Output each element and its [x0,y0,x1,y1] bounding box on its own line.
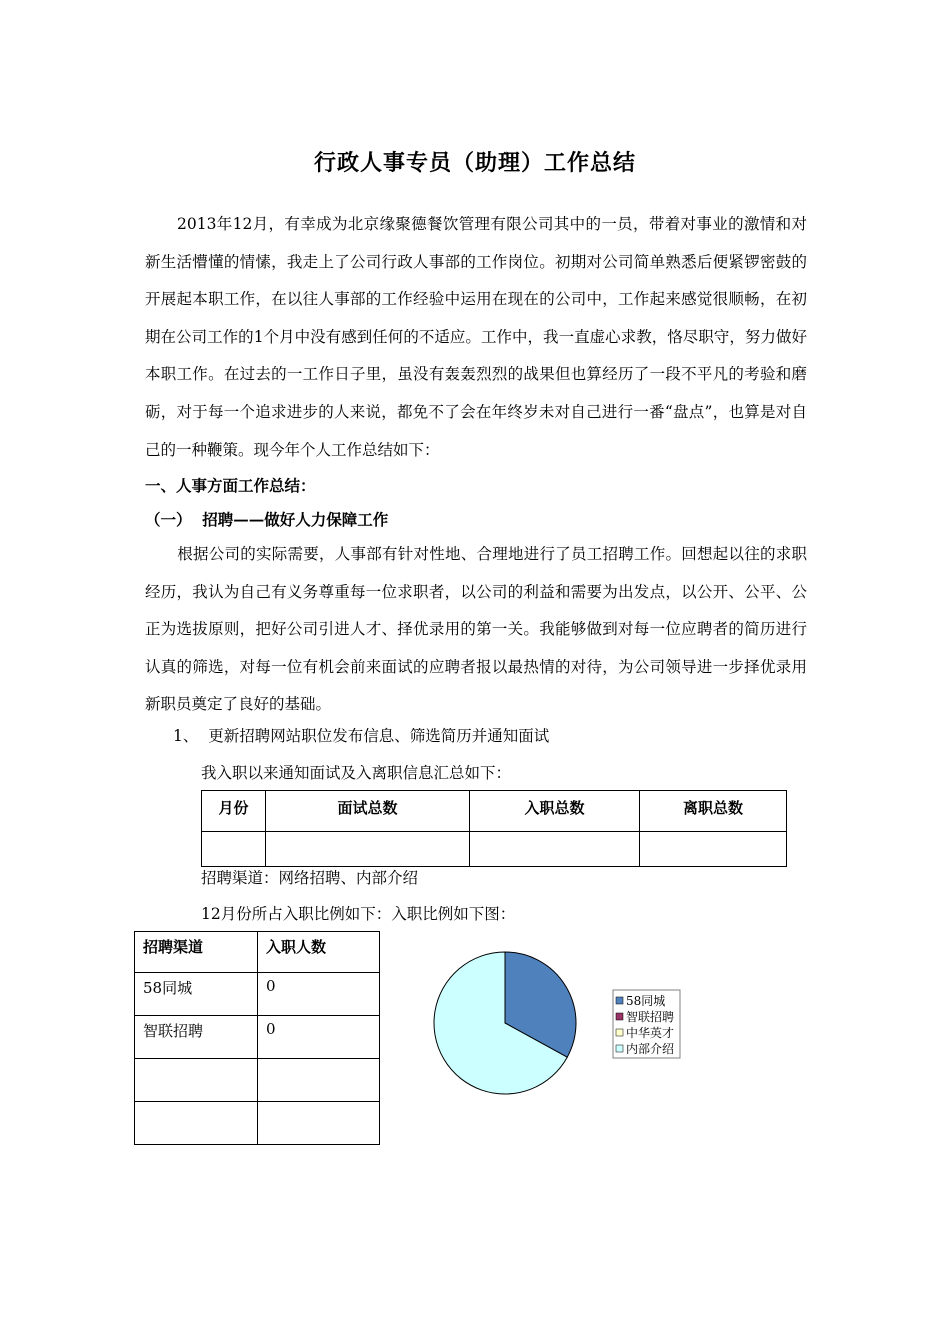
table-cell [135,1059,258,1102]
section-heading: 一、人事方面工作总结： [145,476,316,495]
legend-swatch [616,1045,623,1052]
table-cell: 0 [258,1016,380,1059]
table-cell [202,832,266,867]
intro-paragraph [145,206,807,469]
table-cell: 58同城 [135,973,258,1016]
table-header: 月份 [202,791,266,832]
table-header: 入职人数 [258,932,380,973]
table-cell [470,832,640,867]
legend-label: 内部介绍 [626,1042,675,1056]
table-header-row [135,932,380,973]
table-cell: 0 [258,973,380,1016]
pie-chart [420,940,700,1110]
channel-table [134,931,380,1145]
table-header: 面试总数 [266,791,470,832]
legend-swatch [616,1013,623,1020]
ratio-line: 12月份所占入职比例如下：入职比例如下图： [201,905,516,923]
intro-text: 2013年12月，有幸成为北京缘聚德餐饮管理有限公司其中的一员，带着对事业的激情和对新生活懵懂的情愫，我走上了公司行政人事部的工作岗位。初期对公司简单熟悉后便紧锣密鼓的开展起本职工作，在以往人事部的工作经验中运用在现在的公司中，工作起来感觉很顺畅，在初期在公司工作的1个月中没有感到任何的不适应。工作中，我一直虚心求教，恪尽职守，努力做好本职工作。在过去的一工作日子里，虽没有轰轰烈烈的战果但也算经历了一段不平凡的考验和磨砺，对于每一个追求进步的人来说，都免不了会在年终岁未对自己进行一番“盘点”，也算是对自己的一种鞭策。现今年个人工作总结如下： [145,215,807,459]
recruit-text: 根据公司的实际需要，人事部有针对性地、合理地进行了员工招聘工作。回想起以往的求职经历，我认为自己有义务尊重每一位求职者，以公司的利益和需要为出发点，以公开、公平、公正为选拔原则，把好公司引进人才、择优录用的第一关。我能够做到对每一位应聘者的简历进行认真的筛选，对每一位有机会前来面试的应聘者报以最热情的对待，为公司领导进一步择优录用新职员奠定了良好的基础。 [145,545,807,714]
table-cell: 智联招聘 [135,1016,258,1059]
table-cell [135,1102,258,1145]
table-row [135,973,380,1016]
table-header-row [202,791,787,832]
list-item: 1、 更新招聘网站职位发布信息、筛选简历并通知面试 [173,727,550,745]
summary-table [201,790,787,867]
subsection-heading: （一） 招聘——做好人力保障工作 [145,510,389,529]
table-row [135,1016,380,1059]
table-cell [258,1059,380,1102]
table-row [202,832,787,867]
table-cell [266,832,470,867]
table-cell [258,1102,380,1145]
legend-swatch [616,1029,623,1036]
legend-label: 中华英才 [626,1026,675,1040]
table-row [135,1102,380,1145]
table-header: 入职总数 [470,791,640,832]
table-header: 离职总数 [640,791,787,832]
page-title: 行政人事专员（助理）工作总结 [313,150,636,176]
table-header: 招聘渠道 [135,932,258,973]
table-cell [640,832,787,867]
legend-swatch [616,997,623,1004]
summary-intro: 我入职以来通知面试及入离职信息汇总如下： [201,764,512,782]
recruit-paragraph [145,536,807,724]
table-row [135,1059,380,1102]
channels-line: 招聘渠道：网络招聘、内部介绍 [201,869,419,887]
legend-label: 智联招聘 [626,1010,675,1024]
legend-label: 58同城 [626,994,666,1008]
